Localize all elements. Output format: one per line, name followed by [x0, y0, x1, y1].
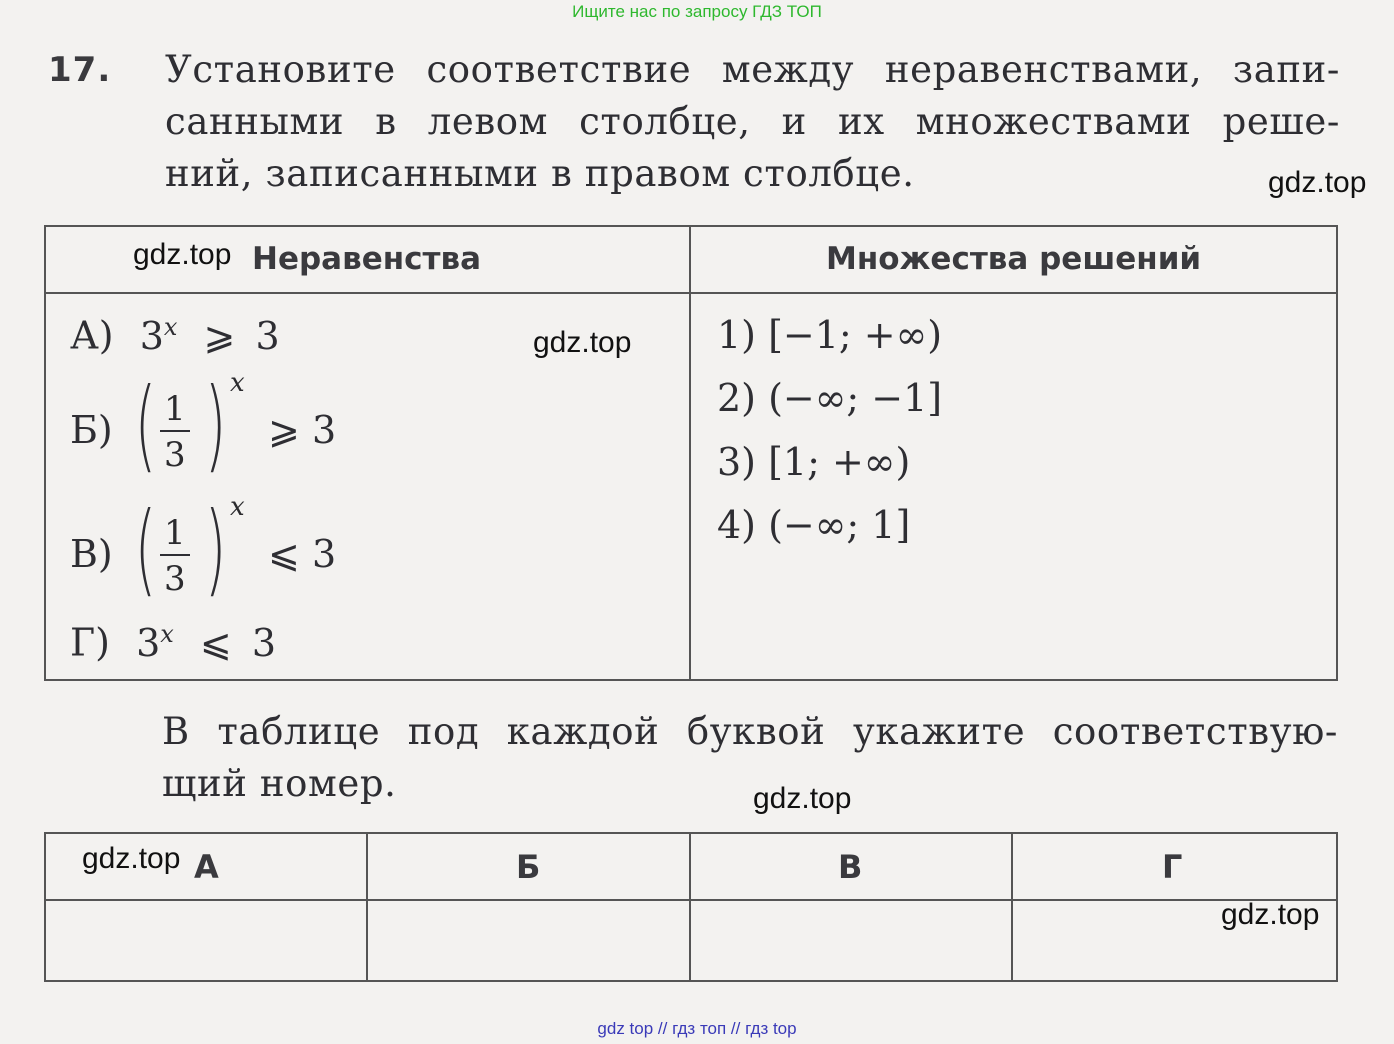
inequality-b-rhs	[268, 408, 336, 452]
answer-header-v: В	[838, 848, 863, 886]
denominator: 3	[164, 559, 186, 599]
answer-header-g: Г	[1162, 848, 1183, 886]
right-paren: )	[204, 366, 227, 483]
exponent: x	[160, 620, 174, 648]
sign: ⩽	[199, 620, 232, 665]
exponent: x	[230, 368, 245, 398]
sign: ⩾	[203, 313, 236, 358]
solution-4: 4) (−∞; 1]	[717, 503, 911, 547]
task-line-1: Установите соответствие между неравенствами, запи-	[165, 48, 1340, 91]
task-number: 17.	[48, 50, 112, 90]
base: 3	[139, 313, 164, 358]
rhs: 3	[311, 408, 337, 452]
instruction-line-1: В таблице под каждой буквой укажите соответствую-	[162, 710, 1338, 753]
left-paren: (	[134, 490, 157, 607]
watermark: gdz.top	[82, 842, 181, 875]
solution-1: 1) [−1; +∞)	[717, 313, 943, 357]
answer-cell-a[interactable]	[48, 903, 364, 977]
exponent: x	[163, 313, 178, 341]
right-paren: )	[204, 490, 227, 607]
table-divider	[44, 292, 1338, 294]
solution-2: 2) (−∞; −1]	[717, 376, 943, 420]
answer-header-b: Б	[516, 848, 541, 886]
sign: ⩾	[268, 408, 300, 452]
watermark: gdz.top	[1221, 898, 1320, 931]
answer-col-divider-1	[366, 832, 368, 980]
watermark: gdz.top	[1268, 166, 1367, 199]
numerator: 1	[160, 516, 190, 556]
answer-header-a: А	[194, 848, 219, 886]
rhs: 3	[255, 313, 280, 358]
watermark: gdz.top	[533, 326, 632, 359]
watermark: gdz.top	[753, 782, 852, 815]
sign: ⩽	[268, 532, 300, 576]
inequality-a	[70, 313, 280, 358]
instruction-text	[162, 706, 1338, 810]
inequality-b-label: Б)	[70, 408, 113, 452]
left-paren: (	[134, 366, 157, 483]
answer-col-divider-2	[689, 832, 691, 980]
fraction	[160, 513, 190, 599]
task-line-2: санными в левом столбце, и их множествами реше-	[165, 100, 1340, 143]
answer-cell-b[interactable]	[370, 903, 687, 977]
table-column-divider	[689, 225, 691, 679]
task-line-3: ний, записанными в правом столбце.	[165, 152, 915, 195]
inequality-label: Г)	[70, 620, 110, 665]
header-solution-sets: Множества решений	[826, 241, 1202, 277]
inequality-label: А)	[70, 313, 114, 358]
rhs: 3	[251, 620, 277, 665]
fraction	[160, 389, 190, 475]
rhs: 3	[311, 532, 337, 576]
denominator: 3	[164, 435, 186, 475]
exponent: x	[230, 492, 245, 522]
header-inequalities: Неравенства	[252, 241, 482, 277]
solution-3: 3) [1; +∞)	[717, 440, 911, 484]
answer-cell-v[interactable]	[693, 903, 1009, 977]
bottom-banner: gdz top // гдз топ // гдз top	[597, 1019, 797, 1038]
inequality-v-label: В)	[70, 532, 113, 576]
answer-col-divider-3	[1011, 832, 1013, 980]
instruction-line-2: щий номер.	[162, 762, 397, 805]
task-text	[165, 44, 1340, 200]
inequality-v-rhs	[268, 532, 336, 576]
base: 3	[136, 620, 161, 665]
top-banner: Ищите нас по запросу ГДЗ ТОП	[572, 2, 822, 21]
answer-table-divider	[44, 899, 1338, 901]
inequality-g	[70, 620, 276, 665]
watermark: gdz.top	[133, 238, 232, 271]
numerator: 1	[160, 392, 190, 432]
